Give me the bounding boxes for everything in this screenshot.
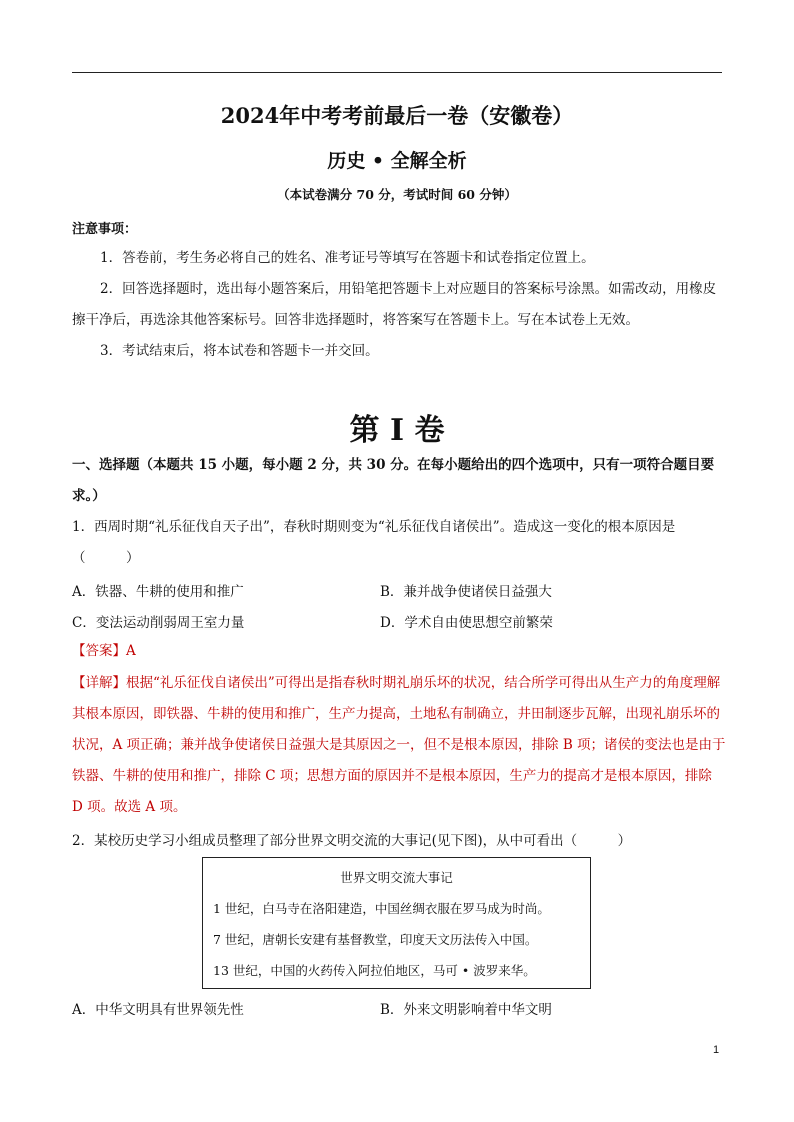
question-1-stem: 1．西周时期“礼乐征伐自天子出”，春秋时期则变为“礼乐征伐自诸侯出”。造成这一变化的根本原因是（ ） — [72, 519, 676, 566]
question-2-stem: 2．某校历史学习小组成员整理了部分世界文明交流的大事记(见下图)，从中可看出（ ） — [72, 833, 632, 849]
q1-option-a: A．铁器、牛耕的使用和推广 — [72, 584, 244, 600]
events-line-1: 1 世纪，白马寺在洛阳建造，中国丝绸衣服在罗马成为时尚。 — [213, 901, 550, 916]
notice-item-2: 2．回答选择题时，选出每小题答案后，用铅笔把答题卡上对应题目的答案标号涂黑。如需改动，用橡皮擦干净后，再选涂其他答案标号。回答非选择题时，将答案写在答题卡上。写在本试卷上无效。 — [72, 281, 717, 328]
q1-answer: 【答案】A — [72, 643, 136, 659]
exam-title: 2024年中考考前最后一卷（安徽卷） — [220, 103, 574, 128]
exam-subtitle: 历史 • 全解全析 — [327, 150, 467, 172]
q1-detail: 【详解】根据“礼乐征伐自诸侯出”可得出是指春秋时期礼崩乐坏的状况，结合所学可得出从生产力的角度理解其根本原因，即铁器、牛耕的使用和推广，生产力提高，土地私有制确立，井田制逐步瓦解，出现礼崩乐坏的状况，A 项正确；兼并战争使诸侯日益强大是其原因之一，但不是根本原因，排除 B 项；诸侯的变法也是由于铁器、牛耕的使用和推广，排除 C 项；思想方面的原因并不是根本原因，生产力的提高才是根本原因，排除 D 项。故选 A 项。 — [72, 675, 726, 815]
section-heading: 一、选择题（本题共 15 小题，每小题 2 分，共 30 分。在每小题给出的四个选项中，只有一项符合题目要求。） — [72, 457, 715, 504]
header-rule — [72, 72, 722, 73]
events-box — [202, 857, 591, 989]
events-line-3: 13 世纪，中国的火药传入阿拉伯地区，马可 • 波罗来华。 — [213, 963, 536, 978]
notice-heading: 注意事项： — [72, 222, 138, 237]
notice-item-1: 1．答卷前，考生务必将自己的姓名、准考证号等填写在答题卡和试卷指定位置上。 — [100, 250, 595, 266]
q2-option-b: B．外来文明影响着中华文明 — [380, 1002, 552, 1018]
notice-item-3: 3．考试结束后，将本试卷和答题卡一并交回。 — [100, 343, 379, 359]
volume-title: 第 I 卷 — [349, 413, 445, 448]
q1-option-d: D．学术自由使思想空前繁荣 — [380, 615, 553, 631]
events-line-2: 7 世纪，唐朝长安建有基督教堂，印度天文历法传入中国。 — [213, 932, 538, 947]
page-number: 1 — [713, 1044, 720, 1056]
q1-option-b: B．兼并战争使诸侯日益强大 — [380, 584, 552, 600]
q1-option-c: C．变法运动削弱周王室力量 — [72, 615, 245, 631]
q2-option-a: A．中华文明具有世界领先性 — [72, 1002, 244, 1018]
exam-note: （本试卷满分 70 分，考试时间 60 分钟） — [277, 187, 517, 202]
events-box-title: 世界文明交流大事记 — [340, 870, 453, 885]
